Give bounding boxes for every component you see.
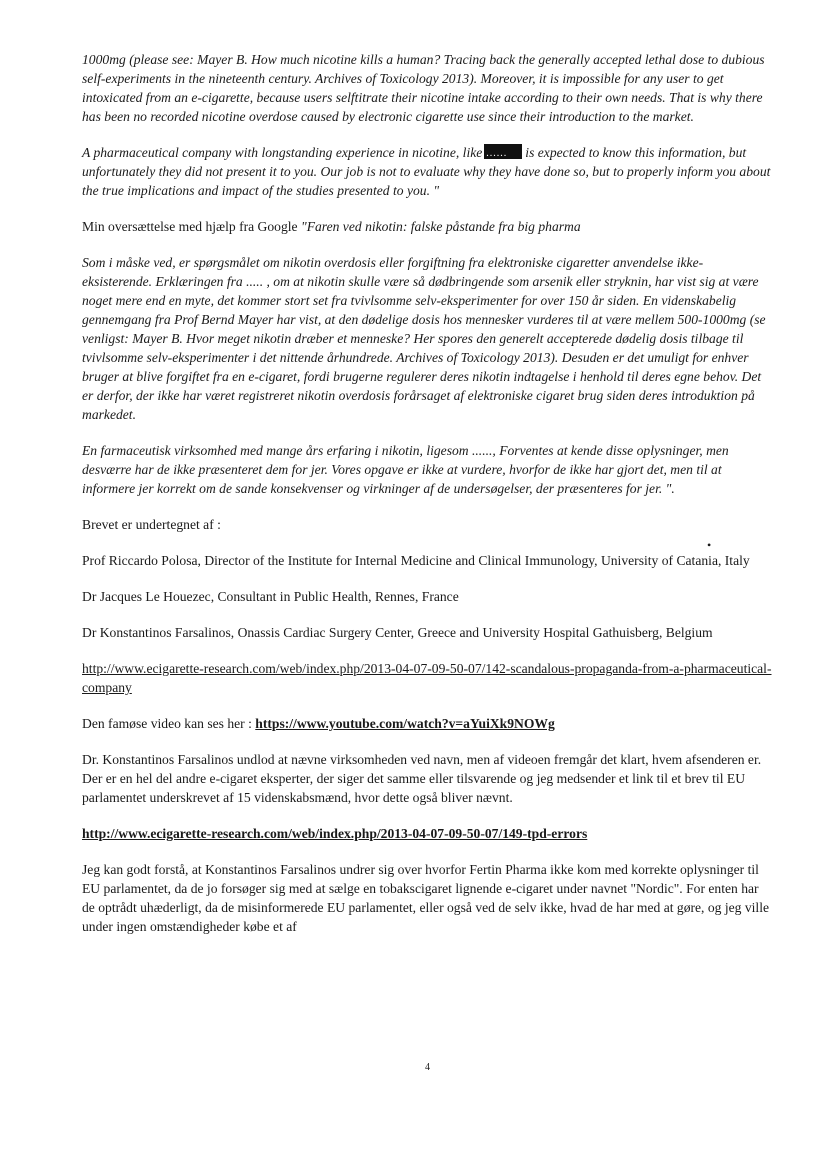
stray-mark: • (707, 538, 712, 552)
body-paragraph-video: Dr. Konstantinos Farsalinos undlod at nævne virksomheden ved navn, men af videoen fremgår det klart, hvem afsenderen er. Der er en hel del andre e-cigaret eksperter, der siger det samme eller tilsvarende og jeg medsender et link til et brev til EU parlamentet underskrevet af 15 videnskabsmænd, hvor dette også bliver nævnt. (82, 752, 762, 805)
tpd-link-paragraph (82, 824, 772, 843)
quote-da-paragraph-2: En farmaceutisk virksomhed med mange års erfaring i nikotin, ligesom ......, Forventes at kende disse oplysninger, men desværre har de ikke præsenteret dem for jer. Vores opgave er ikke at vurdere, hvorfor de ikke har gjort det, men til at informere jer korrekt om de sande konsekvenser og virkninger af de undersøgelser, der præsenteres for jer. ". (82, 443, 729, 496)
video-paragraph (82, 714, 772, 733)
page-content (82, 50, 772, 936)
body-paragraph-final: Jeg kan godt forstå, at Konstantinos Farsalinos undrer sig over hvorfor Fertin Pharma ikke kom med korrekte oplysninger til EU parlamentet, da de jo forsøger sig med at sælge en tobakscigaret lignende e-cigaret under navnet "Nordic". For enten har de optrådt uhæderligt, da de misinformerede EU parlamentet, eller også ved de selv ikke, hvad de har med at gøre, og jeg ville under ingen omstændigheder købe et af (82, 862, 770, 934)
signatory-2: Dr Jacques Le Houezec, Consultant in Public Health, Rennes, France (82, 589, 459, 604)
quote-en-p2-before: A pharmaceutical company with longstanding experience in nicotine, like (82, 145, 483, 160)
quote-en-paragraph-1: 1000mg (please see: Mayer B. How much nicotine kills a human? Tracing back the generally accepted lethal dose to dubious self-experiments in the nineteenth century. Archives of Toxicology 2013). Moreover, it is impossible for any user to get intoxicated from an e-cigarette, because users selftitrate their nicotine intake according to their own needs. That is why there has been no recorded nicotine overdose caused by electronic cigarette use since their introduction to the market. (82, 52, 765, 124)
translation-label: Min oversættelse med hjælp fra Google (82, 219, 298, 234)
article-link[interactable]: http://www.ecigarette-research.com/web/index.php/2013-04-07-09-50-07/142-scandalous-propaganda-from-a-pharmaceutical-company (82, 661, 772, 695)
signatory-1: Prof Riccardo Polosa, Director of the Institute for Internal Medicine and Clinical Immunology, University of Catania, Italy (82, 553, 750, 568)
article-link-paragraph (82, 659, 772, 697)
quote-en-p2-after: is expected to know this information, but unfortunately they did not present it to you. Our job is not to evaluate why they have done so, but to properly inform you about the true implications and impact of the studies presented to you. " (82, 145, 771, 198)
tpd-errors-link[interactable]: http://www.ecigarette-research.com/web/index.php/2013-04-07-09-50-07/149-tpd-errors (82, 826, 588, 841)
signatory-3: Dr Konstantinos Farsalinos, Onassis Cardiac Surgery Center, Greece and University Hospital Gathuisberg, Belgium (82, 625, 713, 640)
signatories-intro: Brevet er undertegnet af : (82, 517, 221, 532)
page-number: 4 (425, 1062, 430, 1073)
translation-title: "Faren ved nikotin: falske påstande fra big pharma (300, 219, 581, 234)
video-label: Den famøse video kan ses her : (82, 716, 252, 731)
redaction-box (484, 144, 522, 159)
quote-da-paragraph-1: Som i måske ved, er spørgsmålet om nikotin overdosis eller forgiftning fra elektroniske cigaretter anvendelse ikke-eksisterende. Erklæringen fra ..... , om at nikotin skulle være så dødbringende som arsenik eller stryknin, har vist sig at være noget mere end en myte, det kommer stort set fra tvivlsomme selv-eksperimenter for over 150 år siden. En videnskabelig gennemgang fra Prof Bernd Mayer har vist, at den dødelige dosis hos mennesker vurderes til at være mellem 500-1000mg (se venligst: Mayer B. Hvor meget nikotin dræber et menneske? Her spores den generelt accepterede dødelig dosis tilbage til tvivlsomme selv-eksperimenter i det nittende århundrede. Archives of Toxicology 2013). Desuden er det umuligt for enhver bruger at blive forgiftet fra en e-cigaret, fordi brugerne regulerer deres nikotin indtagelse i henhold til deres egne behov. Det er derfor, der ikke har været registreret nikotin overdosis forårsaget af elektroniske cigaret brug siden deres introduktion på markedet. (82, 255, 766, 422)
translation-intro (82, 217, 772, 236)
quote-en-paragraph-2 (82, 143, 772, 200)
redaction-dots: ...... (486, 148, 508, 159)
video-link[interactable]: https://www.youtube.com/watch?v=aYuiXk9NOWg (255, 716, 555, 731)
